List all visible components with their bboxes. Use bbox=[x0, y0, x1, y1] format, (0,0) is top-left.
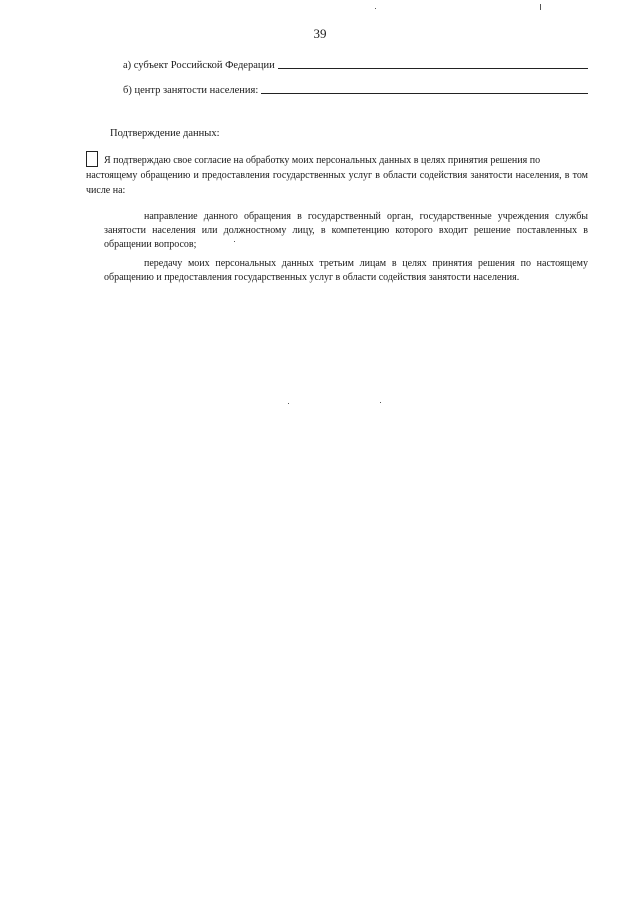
scan-speck bbox=[380, 402, 381, 403]
consent-item-forwarding: направление данного обращения в государственный орган, государственные учреждения службы занятости населения или должностному лицу, в компетенцию которого входит решение поставленных в обращении вопросов; bbox=[104, 211, 588, 250]
consent-item-third-parties: передачу моих персональных данных третьим лицам в целях принятия решения по настоящему обращению и предоставления государственных услуг в области содействия занятости населения. bbox=[104, 258, 588, 283]
subject-field-row bbox=[123, 60, 588, 71]
employment-center-field-label: б) центр занятости населения: bbox=[123, 85, 259, 96]
page-number: 39 bbox=[313, 26, 327, 41]
scan-speck bbox=[540, 4, 541, 10]
scan-speck bbox=[375, 8, 376, 9]
subject-field-line[interactable] bbox=[278, 67, 588, 69]
consent-statement bbox=[86, 153, 588, 198]
employment-center-field-row bbox=[123, 85, 588, 96]
scan-speck bbox=[234, 241, 235, 242]
subject-field-label: а) субъект Российской Федерации bbox=[123, 60, 275, 71]
scan-speck bbox=[288, 403, 289, 404]
employment-center-field-line[interactable] bbox=[261, 92, 588, 94]
consent-checkbox[interactable] bbox=[86, 151, 98, 167]
consent-statement-first-line: Я подтверждаю свое согласие на обработку моих персональных данных в целях принятия решения по bbox=[104, 155, 541, 166]
confirmation-heading: Подтверждение данных: bbox=[110, 128, 220, 139]
consent-statement-continuation: настоящему обращению и предоставления государственных услуг в области содействия занятости населения, в том числе на: bbox=[86, 170, 588, 196]
